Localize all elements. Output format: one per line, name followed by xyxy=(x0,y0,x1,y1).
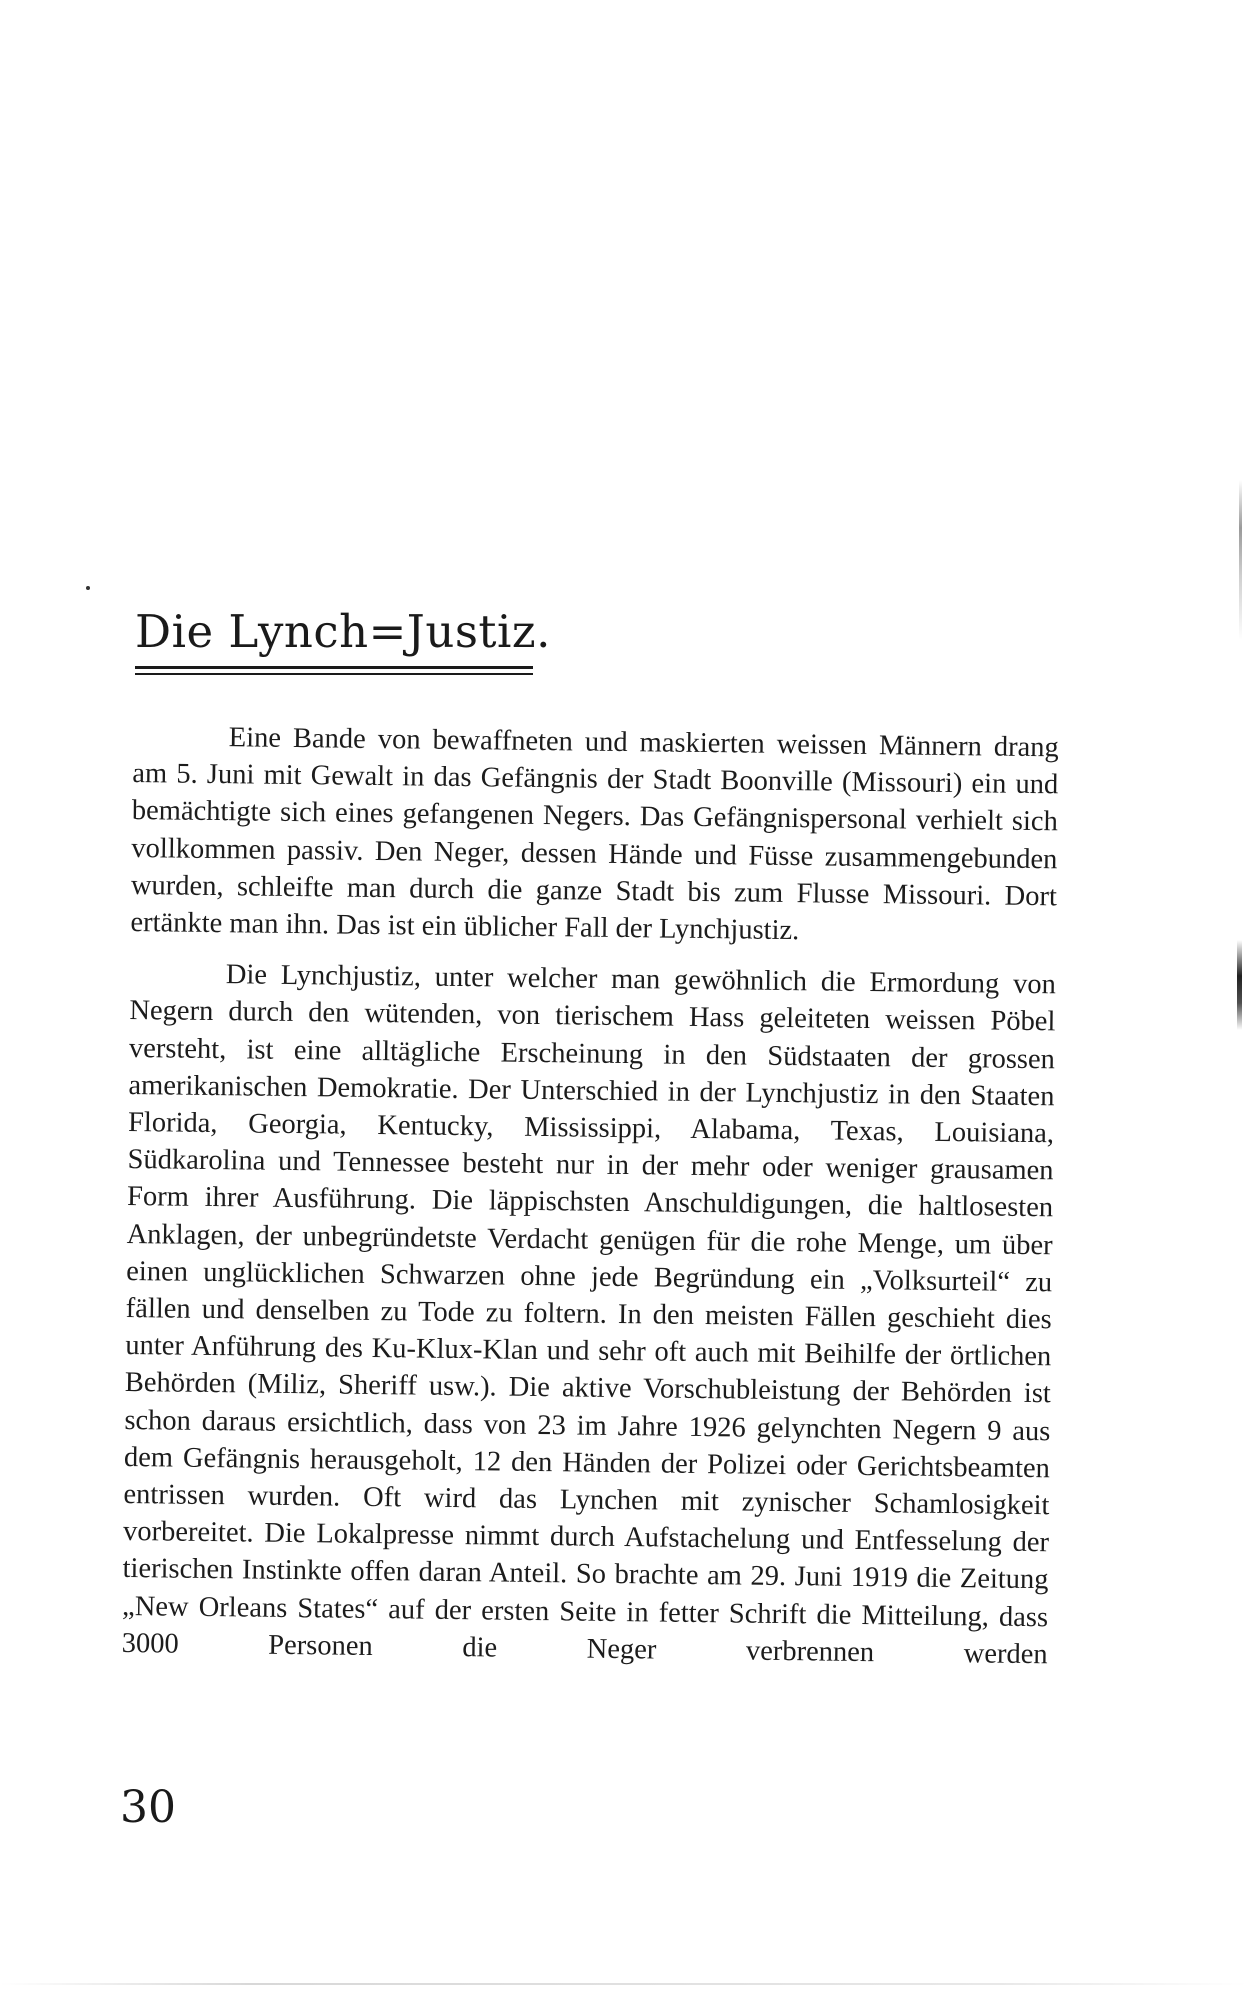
chapter-heading xyxy=(135,605,555,675)
page-number: 30 xyxy=(120,1782,176,1833)
paragraph: Eine Bande von bewaffneten und maskierten weissen Männern drang am 5. Juni mit Gewalt in das Gefängnis der Stadt Boonville (Missouri) ein und bemächtigte sich eines gefangenen Negers. Das Gefängnispersonal verhielt sich vollkommen passiv. Den Neger, dessen Hände und Füsse zusammengebunden wurden, schleifte man durch die ganze Stadt bis zum Flusse Missouri. Dort ertänkte man ihn. Das ist ein üblicher Fall der Lynchjustiz. xyxy=(130,722,1059,947)
body-text xyxy=(121,718,1058,1673)
scan-edge-shadow xyxy=(1239,480,1242,640)
ink-speck xyxy=(86,586,90,590)
scan-edge-line xyxy=(0,1983,1248,1985)
paragraph: Die Lynchjustiz, unter welcher man gewöhnlich die Ermordung von Negern durch den wütenden, von tierischem Hass geleiteten weissen Pöbel versteht, ist eine alltägliche Erscheinung in den Südstaaten der grossen amerikanischen Demokratie. Der Unterschied in der Lynchjustiz in den Staaten Florida, Georgia, Kentucky, Mississippi, Alabama, Texas, Louisiana, Südkarolina und Tennessee besteht nur in der mehr oder weniger grausamen Form ihrer Ausführung. Die läppischsten Anschuldigungen, die haltlosesten Anklagen, der unbegründetste Verdacht genügen für die rohe Menge, um über einen unglücklichen Schwarzen ohne jede Begründung ein „Volksurteil“ zu fällen und denselben zu Tode zu foltern. In den meisten Fällen geschieht dies unter Anführung des Ku-Klux-Klan und sehr oft auch mit Beihilfe der örtlichen Behörden (Miliz, Sheriff usw.). Die aktive Vorschubleistung der Behörden ist schon daraus ersichtlich, dass von 23 im Jahre 1926 gelynchten Negern 9 aus dem Gefängnis herausgeholt, 12 den Händen der Polizei oder Gerichtsbeamten entrissen wurden. Oft wird das Lynchen mit zynischer Schamlosigkeit vorbereitet. Die Lokalpresse nimmt durch Aufstachelung und Entfesselung der tierischen Instinkte offen daran Anteil. So brachte am 29. Juni 1919 die Zeitung „New Orleans States“ auf der ersten Seite in fetter Schrift die Mitteilung, dass 3000 Personen die Neger verbrennen werden xyxy=(121,959,1056,1671)
chapter-title: Die Lynch=Justiz. xyxy=(135,605,551,658)
title-underline xyxy=(135,666,533,669)
scan-edge-shadow xyxy=(1237,940,1242,1030)
title-underline-second xyxy=(135,673,533,675)
